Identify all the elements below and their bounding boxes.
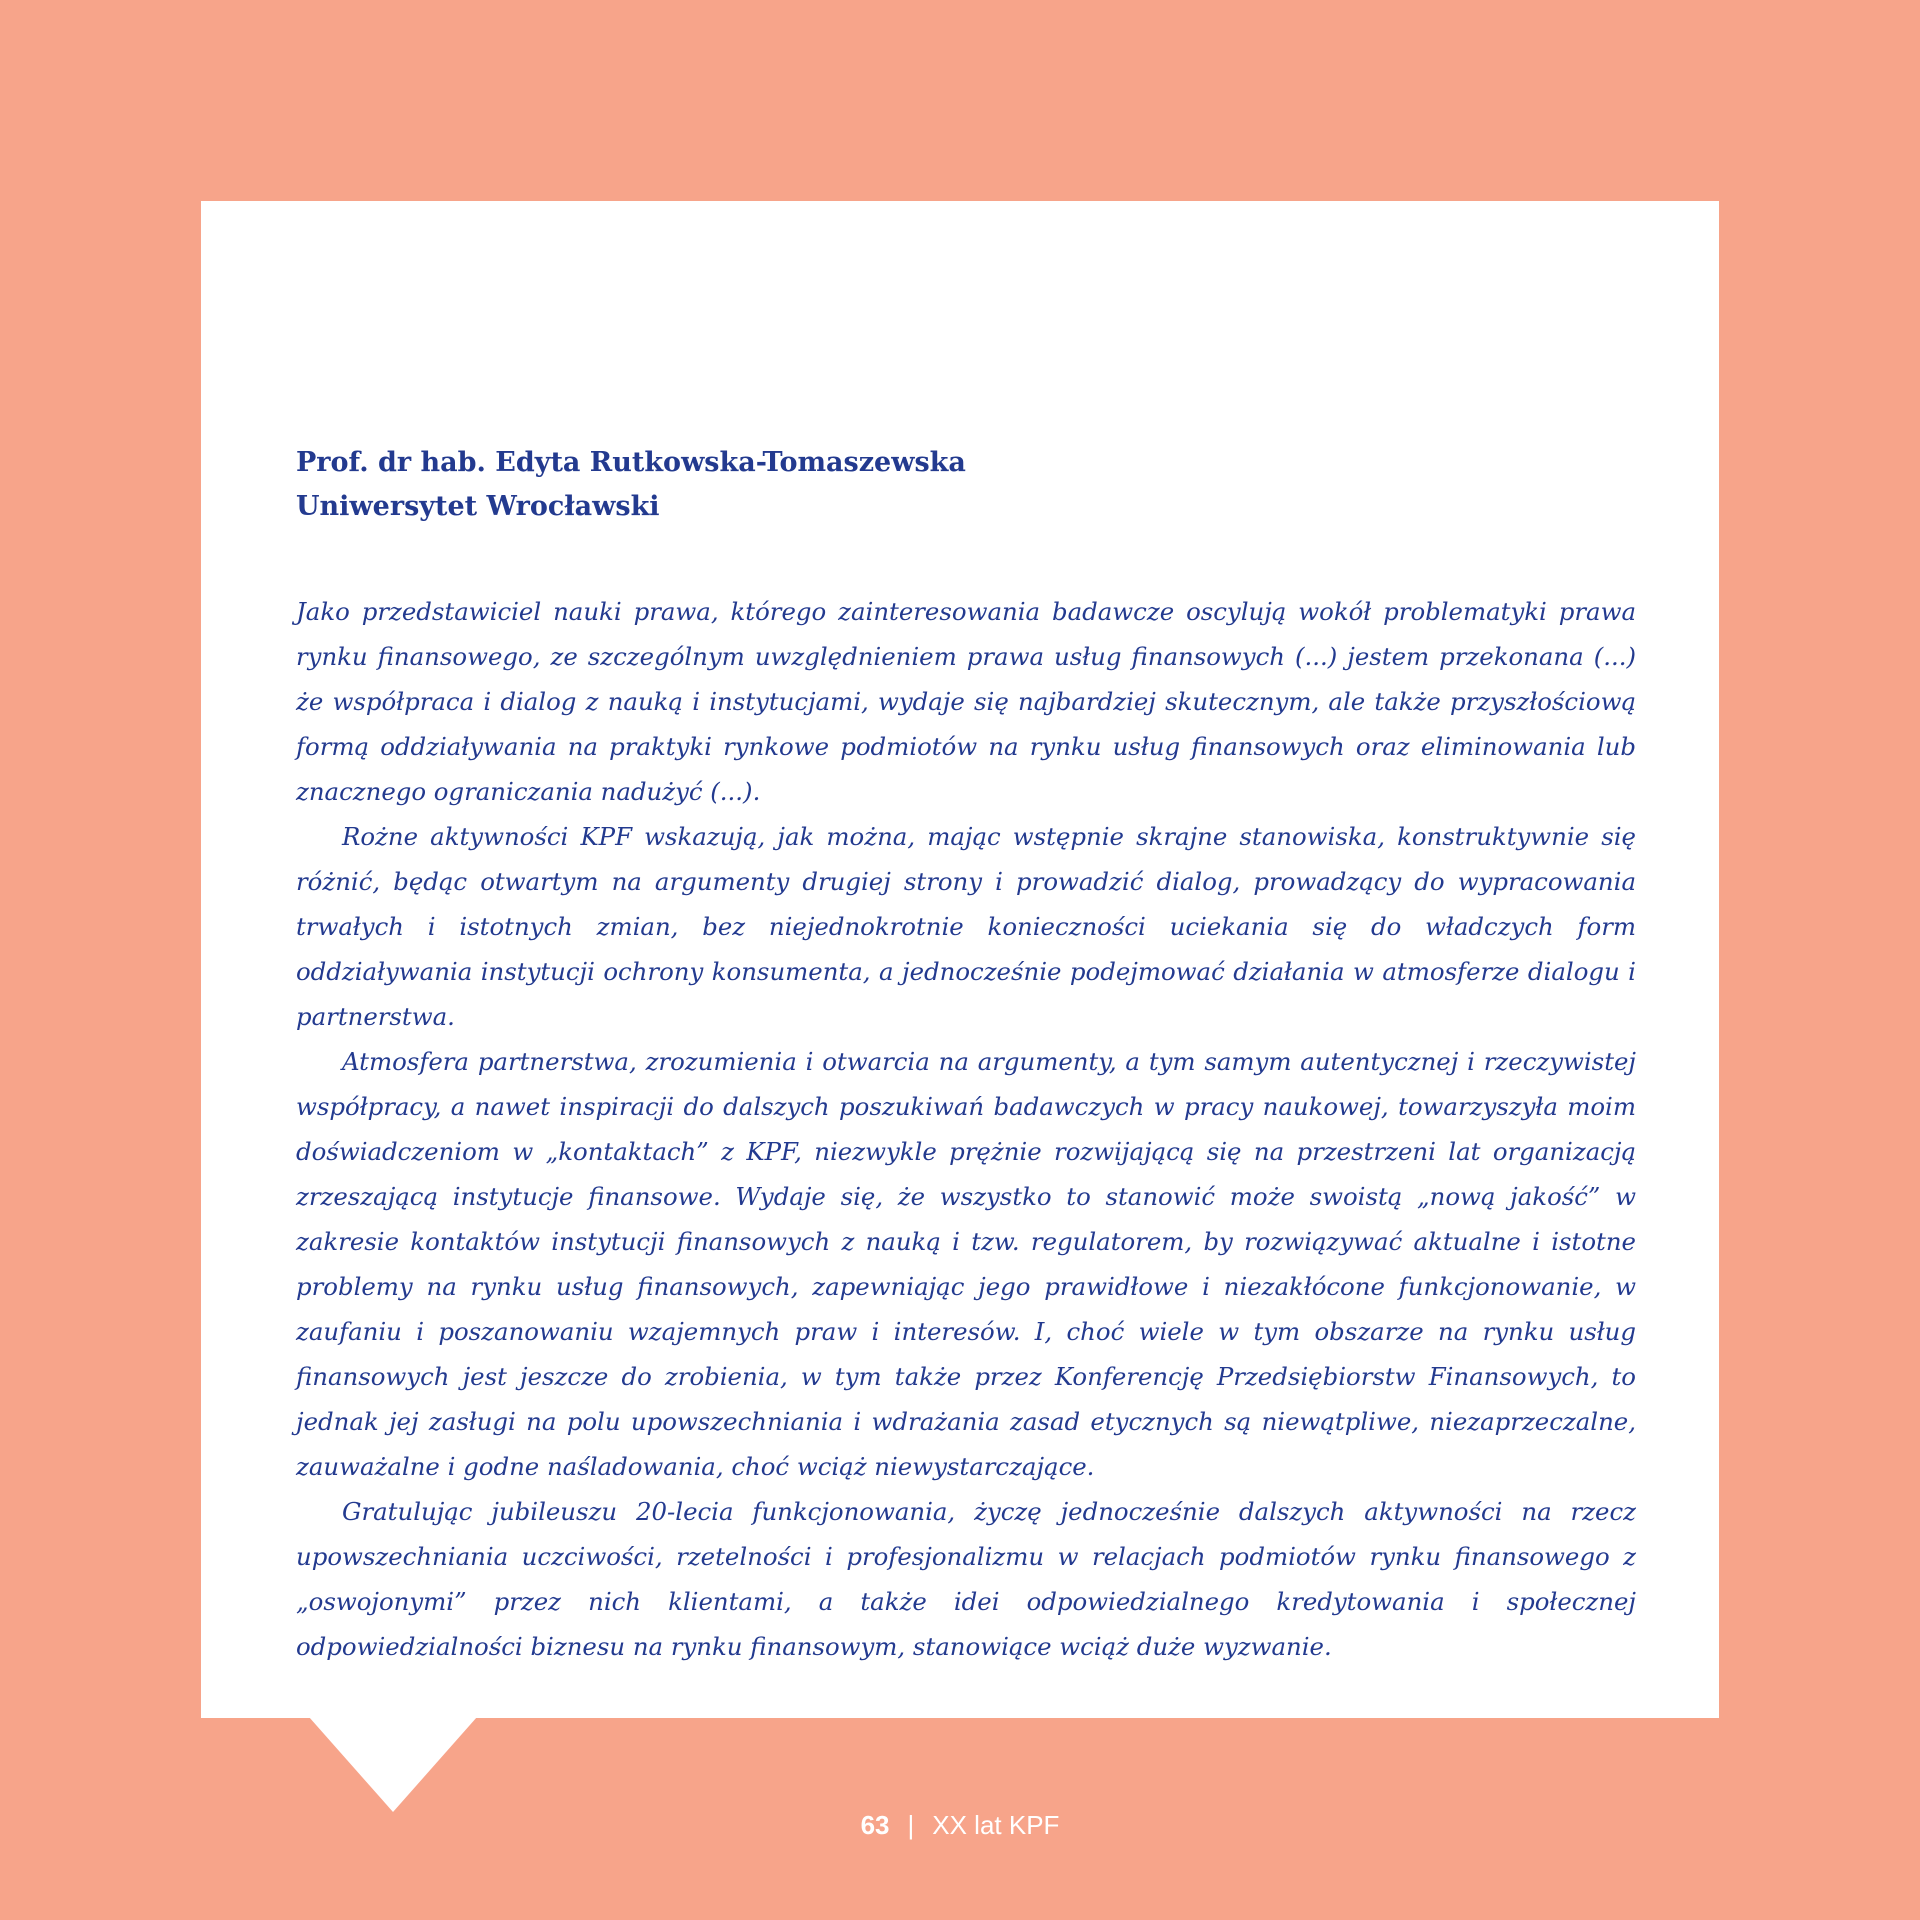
page-footer (0, 1810, 1920, 1841)
quote-card (201, 201, 1719, 1718)
paragraph: Rożne aktywności KPF wskazują, jak można, mając wstępnie skrajne stanowiska, konstruktywnie się różnić, będąc otwartym na argumenty drugiej strony i prowadzić dialog, prowadzący do wypracowania trwałych i istotnych zmian, bez niejednokrotnie konieczności uciekania się do władczych form oddziaływania instytucji ochrony konsumenta, a jednocześnie podejmować działania w atmosferze dialogu i partnerstwa. (296, 822, 1636, 1031)
publication-title: XX lat KPF (932, 1810, 1060, 1840)
paragraph: Atmosfera partnerstwa, zrozumienia i otwarcia na argumenty, a tym samym autentycznej i rzeczywistej współpracy, a nawet inspiracji do dalszych poszukiwań badawczych w pracy naukowej, towarzyszyła moim doświadczeniom w „kontaktach” z KPF, niezwykle prężnie rozwijającą się na przestrzeni lat organizacją zrzeszającą instytucje finansowe. Wydaje się, że wszystko to stanowić może swoistą „nową jakość” w zakresie kontaktów instytucji finansowych z nauką i tzw. regulatorem, by rozwiązywać aktualne i istotne problemy na rynku usług finansowych, zapewniając jego prawidłowe i niezakłócone funkcjonowanie, w zaufaniu i poszanowaniu wzajemnych praw i interesów. I, choć wiele w tym obszarze na rynku usług finansowych jest jeszcze do zrobienia, w tym także przez Konferencję Przedsiębiorstw Finansowych, to jednak jej zasługi na polu upowszechniania i wdrażania zasad etycznych są niewątpliwe, niezaprzeczalne, zauważalne i godne naśladowania, choć wciąż niewystarczające. (296, 1047, 1636, 1481)
page-number: 63 (860, 1810, 890, 1840)
paragraph: Gratulując jubileuszu 20-lecia funkcjonowania, życzę jednocześnie dalszych aktywności na rzecz upowszechniania uczciwości, rzetelności i profesjonalizmu w relacjach podmiotów rynku finansowego z „oswojonymi” przez nich klientami, a także idei odpowiedzialnego kredytowania i społecznej odpowiedzialności biznesu na rynku finansowym, stanowiące wciąż duże wyzwanie. (296, 1497, 1636, 1661)
paragraph: Jako przedstawiciel nauki prawa, którego zainteresowania badawcze oscylują wokół problematyki prawa rynku finansowego, ze szczególnym uwzględnieniem prawa usług finansowych (...) jestem przekonana (...) że współpraca i dialog z nauką i instytucjami, wydaje się najbardziej skutecznym, ale także przyszłościową formą oddziaływania na praktyki rynkowe podmiotów na rynku usług finansowych oraz eliminowania lub znacznego ograniczania nadużyć (...). (296, 597, 1636, 806)
quote-content (296, 441, 1636, 1669)
speech-bubble-pointer (309, 1717, 477, 1812)
footer-separator: | (907, 1810, 915, 1840)
quote-body (296, 589, 1636, 1669)
author-affiliation: Uniwersytet Wrocławski (296, 491, 660, 522)
author-name: Prof. dr hab. Edyta Rutkowska-Tomaszewska (296, 447, 966, 478)
